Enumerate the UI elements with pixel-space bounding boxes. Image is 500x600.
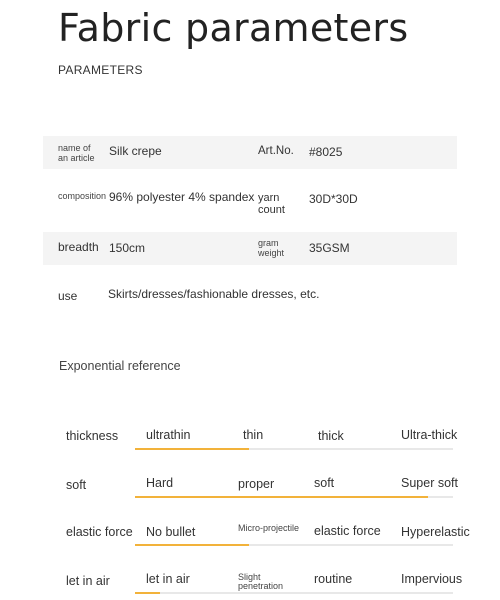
scale-option: Hard <box>146 476 174 490</box>
scale-option: thin <box>243 428 264 442</box>
scale-option: Hyperelastic <box>401 525 470 539</box>
scale-label-elastic-force: elastic force <box>66 525 133 539</box>
name-value: Silk crepe <box>109 144 162 158</box>
scale-option: thick <box>318 429 344 443</box>
scale-track-let-in-air <box>135 592 453 594</box>
scale-option: Super soft <box>401 476 458 490</box>
page-title: Fabric parameters <box>58 6 409 50</box>
param-row-composition <box>43 185 457 218</box>
scale-option: No bullet <box>146 525 196 539</box>
param-row-name <box>43 136 457 169</box>
yarn-value: 30D*30D <box>309 192 358 206</box>
scale-track-thickness <box>135 448 453 450</box>
scale-option: Impervious <box>401 572 463 586</box>
breadth-value: 150cm <box>109 241 146 255</box>
scale-option: routine <box>314 572 353 586</box>
scale-option: ultrathin <box>146 428 191 442</box>
scale-label-thickness: thickness <box>66 429 119 443</box>
page-subtitle: PARAMETERS <box>58 63 143 77</box>
scale-label-let-in-air: let in air <box>66 574 110 588</box>
param-row-use <box>43 280 457 313</box>
scale-option: Micro-projectile <box>238 523 300 533</box>
scale-track-elastic-force <box>135 544 453 546</box>
artno-value: #8025 <box>309 145 343 159</box>
name-label: name of an article <box>58 143 95 163</box>
scale-fill-soft <box>135 496 428 498</box>
scale-option: soft <box>314 476 335 490</box>
scale-option: let in air <box>146 572 190 586</box>
breadth-label: breadth <box>58 240 99 254</box>
gram-label: gram weight <box>258 238 285 258</box>
artno-label: Art.No. <box>258 145 294 157</box>
yarn-label: yarn count <box>258 192 285 217</box>
scale-option: elastic force <box>314 524 381 538</box>
scale-fill-elastic-force <box>135 544 249 546</box>
use-value: Skirts/dresses/fashionable dresses, etc. <box>108 287 320 301</box>
scale-option: proper <box>238 477 275 491</box>
scale-fill-let-in-air <box>135 592 160 594</box>
composition-label: composition <box>58 191 107 201</box>
scale-option: Ultra-thick <box>401 428 458 442</box>
gram-value: 35GSM <box>309 241 350 255</box>
scale-option: Slight penetration <box>238 572 284 592</box>
param-row-breadth <box>43 232 457 265</box>
scale-label-soft: soft <box>66 478 87 492</box>
composition-value: 96% polyester 4% spandex <box>109 190 255 204</box>
scale-fill-thickness <box>135 448 249 450</box>
section-title-exponential: Exponential reference <box>59 359 181 373</box>
use-label: use <box>58 289 78 303</box>
scale-track-soft <box>135 496 453 498</box>
